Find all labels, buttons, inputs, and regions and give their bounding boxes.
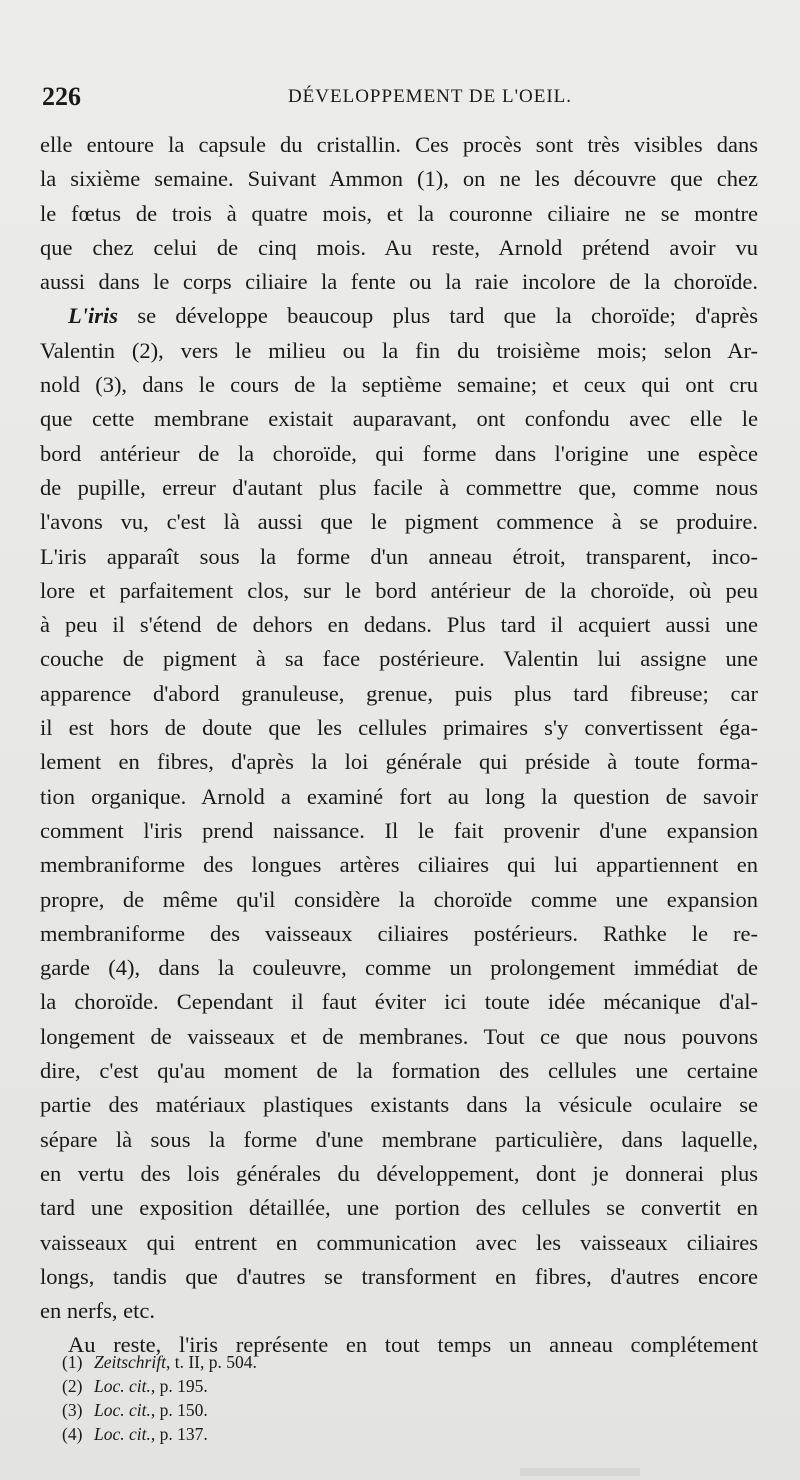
text-line: tard une exposition détaillée, une portion des cellules se convertit en bbox=[40, 1195, 758, 1221]
text-line: que chez celui de cinq mois. Au reste, Arnold prétend avoir vu bbox=[40, 234, 758, 260]
page-header bbox=[42, 82, 758, 112]
footnotes bbox=[62, 1350, 562, 1446]
text-line-iris-paragraph bbox=[40, 299, 758, 333]
text-line: partie des matériaux plastiques existants dans la vésicule oculaire se bbox=[40, 1092, 758, 1118]
text-line: propre, de même qu'il considère la choroïde comme une expansion bbox=[40, 886, 758, 912]
body-text bbox=[40, 128, 758, 1363]
text-line: la sixième semaine. Suivant Ammon (1), on ne les découvre que chez bbox=[40, 166, 758, 192]
text-line: membraniforme des longues artères ciliaires qui lui appartiennent en bbox=[40, 852, 758, 878]
iris-term: L'iris bbox=[68, 303, 119, 329]
footnote bbox=[62, 1374, 562, 1398]
text-line: couche de pigment à sa face postérieure. Valentin lui assigne une bbox=[40, 646, 758, 672]
text-line: nold (3), dans le cours de la septième semaine; et ceux qui ont cru bbox=[40, 372, 758, 398]
footnote-mark: (2) bbox=[62, 1376, 83, 1396]
text-line: dire, c'est qu'au moment de la formation des cellules une certaine bbox=[40, 1058, 758, 1084]
footnote bbox=[62, 1398, 562, 1422]
text-line: sépare là sous la forme d'une membrane particulière, dans laquelle, bbox=[40, 1126, 758, 1152]
show-through-smudge bbox=[520, 1468, 640, 1476]
text-line: le fœtus de trois à quatre mois, et la couronne ciliaire ne se montre bbox=[40, 200, 758, 226]
text-line: l'avons vu, c'est là aussi que le pigment commence à se produire. bbox=[40, 509, 758, 535]
text-line: membraniforme des vaisseaux ciliaires postérieurs. Rathke le re- bbox=[40, 920, 758, 946]
text-line: en nerfs, etc. bbox=[40, 1298, 155, 1324]
text-line: aussi dans le corps ciliaire la fente ou la raie incolore de la choroïde. bbox=[40, 269, 758, 295]
text-line: que cette membrane existait auparavant, ont confondu avec elle le bbox=[40, 406, 758, 432]
text-line: lore et parfaitement clos, sur le bord antérieur de la choroïde, où peu bbox=[40, 577, 758, 603]
text-line: longs, tandis que d'autres se transforment en fibres, d'autres encore bbox=[40, 1263, 758, 1289]
text-line: Au reste, l'iris représente en tout temps un anneau complétement bbox=[68, 1332, 758, 1358]
footnote-title: Zeitschrift bbox=[94, 1352, 166, 1372]
text-line: vaisseaux qui entrent en communication avec les vaisseaux ciliaires bbox=[40, 1229, 758, 1255]
text-line: Valentin (2), vers le milieu ou la fin du troisième mois; selon Ar- bbox=[40, 337, 758, 363]
footnote-ref: , p. 150. bbox=[150, 1400, 208, 1420]
footnote-title: Loc. cit. bbox=[94, 1400, 151, 1420]
footnote-ref: , t. II, p. 504. bbox=[165, 1352, 257, 1372]
text-line: longement de vaisseaux et de membranes. Tout ce que nous pouvons bbox=[40, 1023, 758, 1049]
footnote-ref: , p. 137. bbox=[150, 1424, 208, 1444]
text-line: apparence d'abord granuleuse, grenue, puis plus tard fibreuse; car bbox=[40, 680, 758, 706]
text-line: garde (4), dans la couleuvre, comme un prolongement immédiat de bbox=[40, 955, 758, 981]
footnote-mark: (4) bbox=[62, 1424, 83, 1444]
text-line: de pupille, erreur d'autant plus facile à commettre que, comme nous bbox=[40, 474, 758, 500]
text-line: en vertu des lois générales du développement, dont je donnerai plus bbox=[40, 1160, 758, 1186]
text-line: elle entoure la capsule du cristallin. Ces procès sont très visibles dans bbox=[40, 132, 758, 157]
footnote-mark: (3) bbox=[62, 1400, 83, 1420]
footnote bbox=[62, 1350, 562, 1374]
running-title: DÉVELOPPEMENT DE L'OEIL. bbox=[287, 86, 573, 107]
text-line: à peu il s'étend de dehors en dedans. Plus tard il acquiert aussi une bbox=[40, 612, 758, 638]
page-number: 226 bbox=[42, 82, 81, 111]
footnote bbox=[62, 1422, 562, 1446]
footnote-title: Loc. cit. bbox=[94, 1424, 151, 1444]
footnote-mark: (1) bbox=[62, 1352, 83, 1372]
text-line: il est hors de doute que les cellules primaires s'y convertissent éga- bbox=[40, 715, 758, 741]
text-line: bord antérieur de la choroïde, qui forme dans l'origine une espèce bbox=[40, 440, 758, 466]
text-line: L'iris apparaît sous la forme d'un anneau étroit, transparent, inco- bbox=[40, 543, 758, 569]
footnote-title: Loc. cit. bbox=[94, 1376, 151, 1396]
text-line-rest: se développe beaucoup plus tard que la choroïde; d'après bbox=[137, 303, 759, 329]
text-line: tion organique. Arnold a examiné fort au long la question de savoir bbox=[40, 783, 758, 809]
text-line: comment l'iris prend naissance. Il le fait provenir d'une expansion bbox=[40, 817, 758, 843]
text-line: la choroïde. Cependant il faut éviter ici toute idée mécanique d'al- bbox=[40, 989, 758, 1015]
footnote-ref: , p. 195. bbox=[150, 1376, 208, 1396]
text-line: lement en fibres, d'après la loi générale qui préside à toute forma- bbox=[40, 749, 758, 775]
